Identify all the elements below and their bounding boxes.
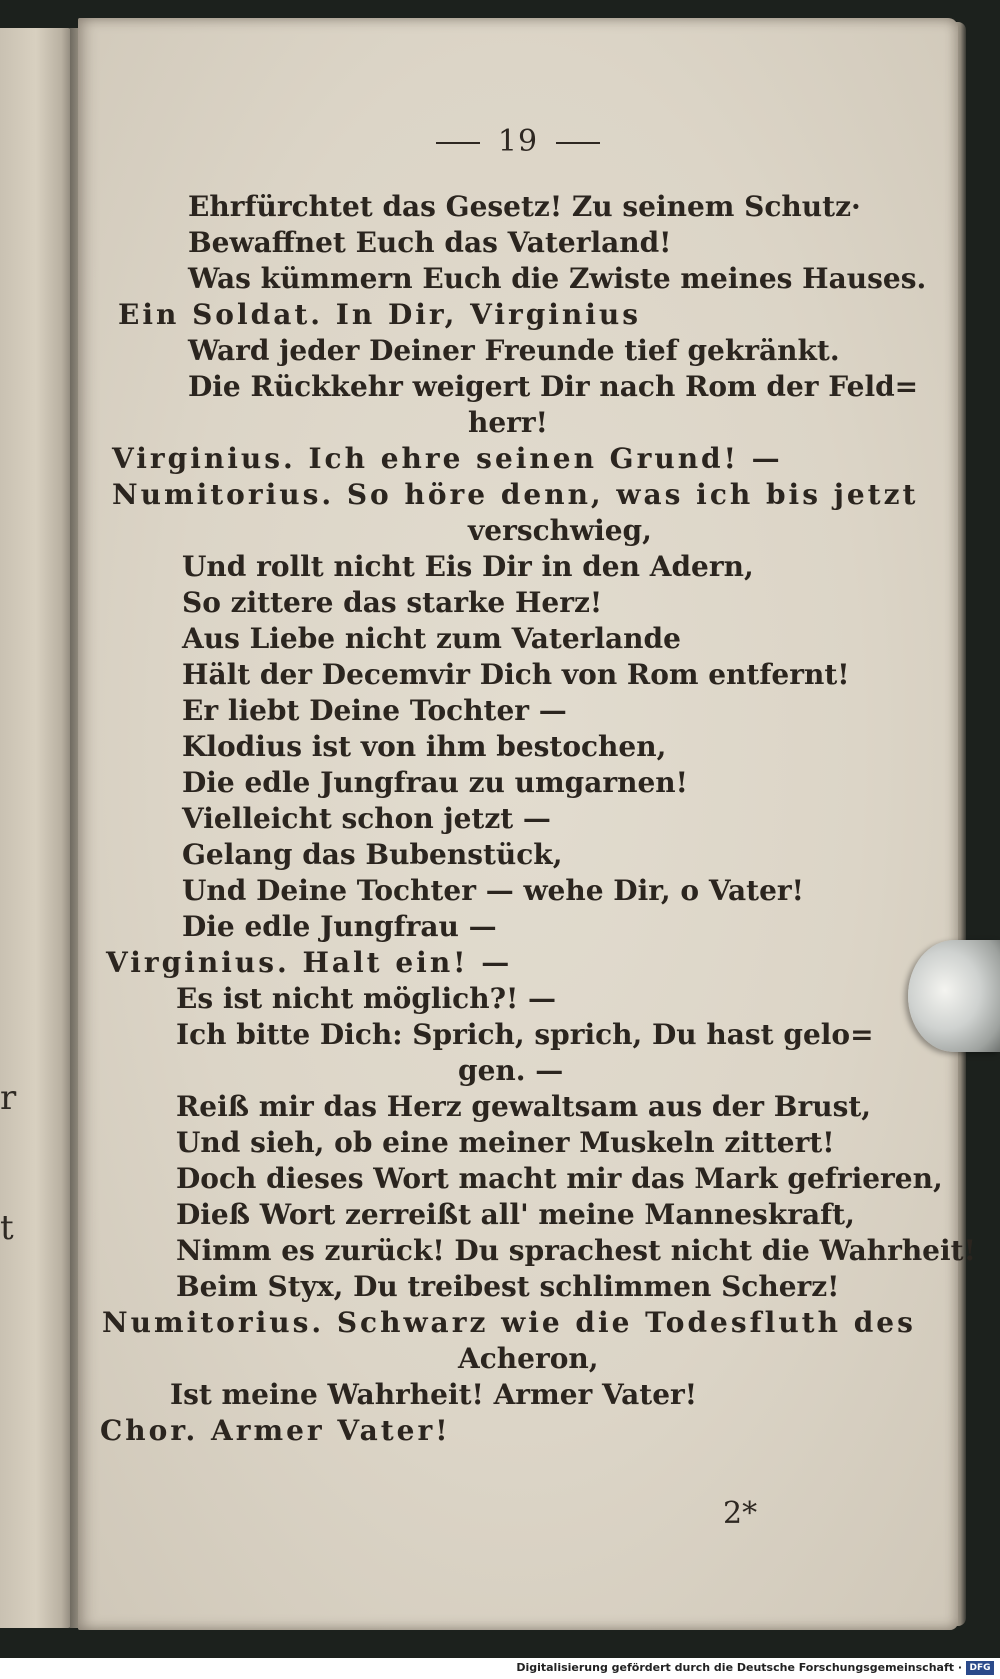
speaker-line: Virginius. Ich ehre seinen Grund! — — [112, 442, 783, 475]
text-line: Was kümmern Euch die Zwiste meines Hauses. — [188, 262, 927, 295]
signature-mark: 2* — [723, 1496, 758, 1531]
text-line: Es ist nicht möglich?! — — [176, 982, 557, 1015]
speaker-line: Numitorius. Schwarz wie die Todesfluth des — [102, 1306, 916, 1339]
text-line: Ward jeder Deiner Freunde tief gekränkt. — [188, 334, 840, 367]
left-page-fragment: r — [0, 1078, 17, 1118]
text-line: Dieß Wort zerreißt all' meine Manneskraft, — [176, 1198, 855, 1231]
page-header — [78, 124, 958, 159]
book-page — [78, 18, 976, 1630]
text-line: Und sieh, ob eine meiner Muskeln zittert! — [176, 1126, 835, 1159]
text-line: Und rollt nicht Eis Dir in den Adern, — [182, 550, 754, 583]
header-dash — [436, 142, 480, 144]
text-line: So zittere das starke Herz! — [182, 586, 603, 619]
text-line: Ich bitte Dich: Sprich, sprich, Du hast gelo= — [176, 1018, 874, 1051]
text-line: herr! — [468, 406, 548, 439]
text-line: Doch dieses Wort macht mir das Mark gefrieren, — [176, 1162, 943, 1195]
text-line: Gelang das Bubenstück, — [182, 838, 563, 871]
left-page-fragment: t — [0, 1208, 14, 1248]
text-line: Bewaffnet Euch das Vaterland! — [188, 226, 672, 259]
footer-bar — [0, 1658, 1000, 1679]
text-line: Ehrfürchtet das Gesetz! Zu seinem Schutz· — [188, 190, 861, 223]
text-line: verschwieg, — [468, 514, 652, 547]
text-line: Die Rückkehr weigert Dir nach Rom der Feld= — [188, 370, 919, 403]
speaker-line: Virginius. Halt ein! — — [106, 946, 513, 979]
text-line: Nimm es zurück! Du sprachest nicht die Wahrheit! — [176, 1234, 976, 1267]
text-line: Reiß mir das Herz gewaltsam aus der Brust, — [176, 1090, 872, 1123]
text-line: Aus Liebe nicht zum Vaterlande — [182, 622, 681, 655]
text-line: Er liebt Deine Tochter — — [182, 694, 567, 727]
header-dash — [556, 142, 600, 144]
text-line: gen. — — [458, 1054, 564, 1087]
speaker-line: Chor. Armer Vater! — [100, 1414, 451, 1447]
page-clip — [908, 940, 1000, 1052]
text-line: Die edle Jungfrau — — [182, 910, 497, 943]
text-line: Ist meine Wahrheit! Armer Vater! — [170, 1378, 698, 1411]
text-line: Beim Styx, Du treibest schlimmen Scherz! — [176, 1270, 840, 1303]
left-page-edge — [0, 28, 72, 1628]
text-line: Klodius ist von ihm bestochen, — [182, 730, 667, 763]
speaker-line: Numitorius. So höre denn, was ich bis jetzt — [112, 478, 919, 511]
speaker-line: Ein Soldat. In Dir, Virginius — [118, 298, 642, 331]
text-line: Die edle Jungfrau zu umgarnen! — [182, 766, 688, 799]
text-line: Vielleicht schon jetzt — — [182, 802, 551, 835]
text-line: Hält der Decemvir Dich von Rom entfernt! — [182, 658, 850, 691]
text-line: Acheron, — [458, 1342, 599, 1375]
dfg-logo: DFG — [966, 1661, 994, 1675]
page-number: 19 — [497, 124, 539, 159]
funding-credit: Digitalisierung gefördert durch die Deutsche Forschungsgemeinschaft · — [516, 1661, 962, 1674]
text-line: Und Deine Tochter — wehe Dir, o Vater! — [182, 874, 804, 907]
